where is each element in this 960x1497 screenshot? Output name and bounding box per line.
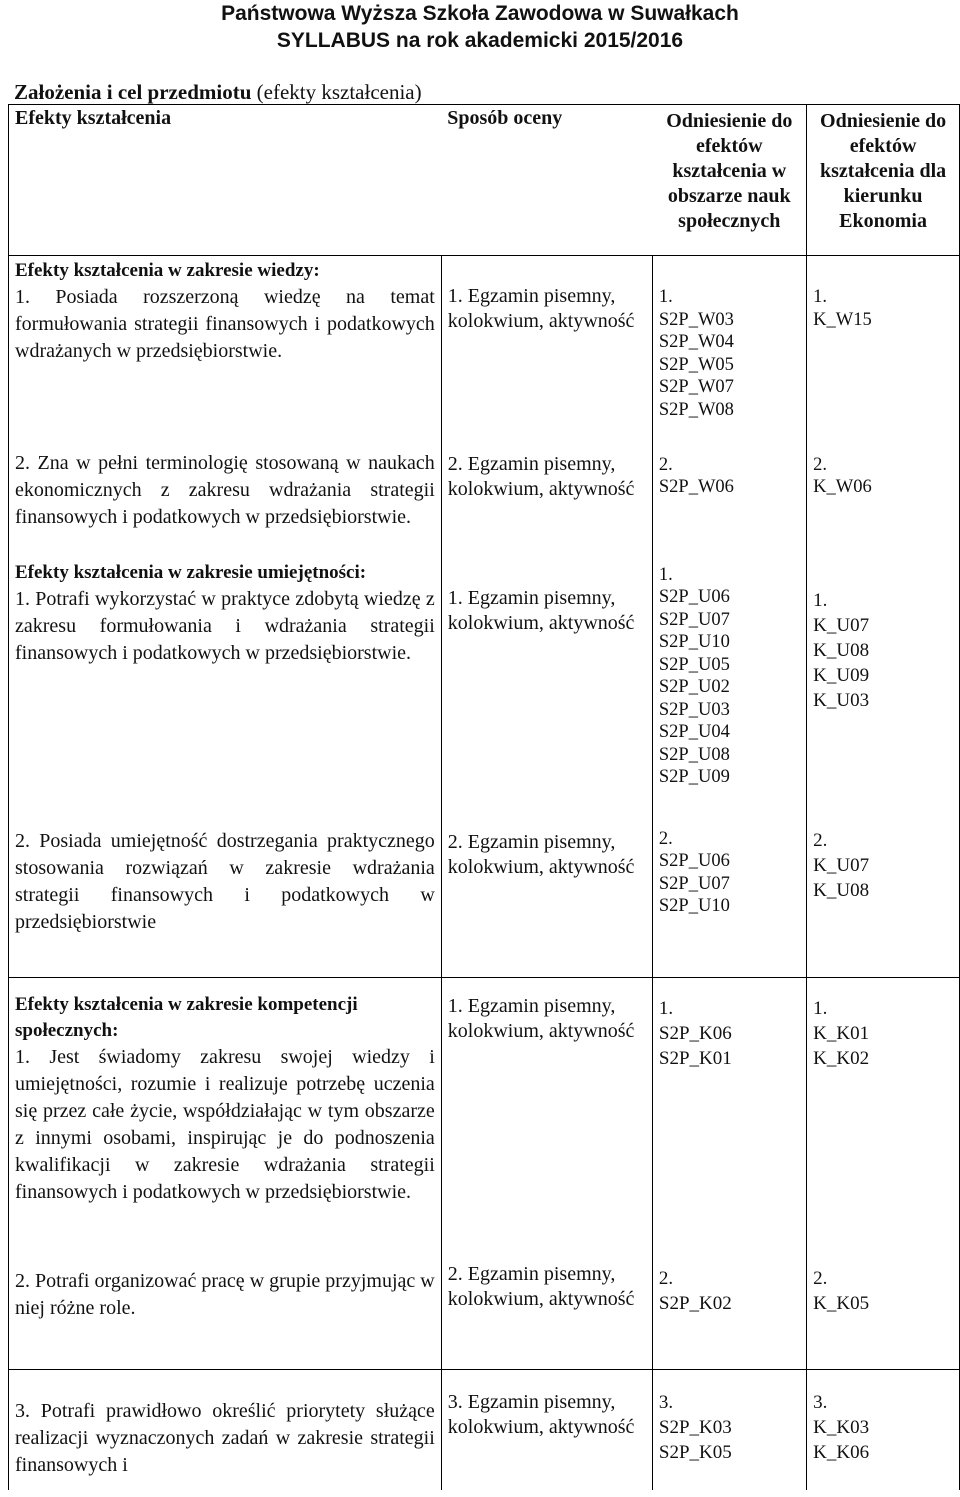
field-codes-u1: 1. K_U07 K_U08 K_U09 K_U03 xyxy=(807,558,960,808)
outcome-u1: 1. Potrafi wykorzystać w praktyce zdobytą wiedzę z zakresu formułowania i wdrażania strategii finansowych i podatkowych w przedsiębiorstwie. xyxy=(15,587,435,664)
header-outcomes: Efekty kształcenia xyxy=(9,105,442,256)
outcome-cell xyxy=(9,440,442,558)
goal-heading xyxy=(14,80,422,105)
field-codes-w2: 2. K_W06 xyxy=(807,440,960,558)
table-row xyxy=(9,558,960,808)
area-codes-k3: 3. S2P_K03 S2P_K05 xyxy=(652,1370,806,1490)
area-codes-w2: 2. S2P_W06 xyxy=(652,440,806,558)
header-area-reference: Odniesienie do efektów kształcenia w obszarze nauk społecznych xyxy=(652,105,806,256)
syllabus-title: SYLLABUS na rok akademicki 2015/2016 xyxy=(276,29,684,52)
assessment-u2: 2. Egzamin pisemny, kolokwium, aktywność xyxy=(441,808,652,978)
outcome-cell xyxy=(9,978,442,1260)
assessment-k1: 1. Egzamin pisemny, kolokwium, aktywność xyxy=(441,978,652,1260)
header-assessment: Sposób oceny xyxy=(441,105,652,256)
table-row xyxy=(9,1260,960,1370)
table-row xyxy=(9,808,960,978)
section-skills: Efekty kształcenia w zakresie umiejętności: xyxy=(15,561,367,583)
section-knowledge: Efekty kształcenia w zakresie wiedzy: xyxy=(15,260,320,281)
area-codes-w1: 1. S2P_W03 S2P_W04 S2P_W05 S2P_W07 S2P_W08 xyxy=(652,256,806,440)
area-codes-k2: 2. S2P_K02 xyxy=(652,1260,806,1370)
table-header-row xyxy=(9,105,960,256)
outcome-w2: 2. Zna w pełni terminologię stosowaną w naukach ekonomicznych z zakresu wdrażania strategii finansowych i podatkowych w przedsiębiorstwie. xyxy=(15,451,435,528)
area-codes-u1: 1. S2P_U06 S2P_U07 S2P_U10 S2P_U05 S2P_U02 S2P_U03 S2P_U04 S2P_U08 S2P_U09 xyxy=(652,558,806,808)
area-codes-u2: 2. S2P_U06 S2P_U07 S2P_U10 xyxy=(652,808,806,978)
header-field-reference: Odniesienie do efektów kształcenia dla kierunku Ekonomia xyxy=(807,105,960,256)
outcome-cell xyxy=(9,1370,442,1490)
table-row xyxy=(9,440,960,558)
table-row xyxy=(9,1370,960,1490)
field-codes-w1: 1. K_W15 xyxy=(807,256,960,440)
outcome-u2: 2. Posiada umiejętność dostrzegania praktycznego stosowania rozwiązań w zakresie wdrażania strategii finansowych i podatkowych w przedsiębiorstwie xyxy=(15,829,435,933)
table-row xyxy=(9,256,960,440)
table-row xyxy=(9,978,960,1260)
outcome-k2: 2. Potrafi organizować pracę w grupie przyjmując w niej różne role. xyxy=(15,1269,435,1319)
outcome-k3: 3. Potrafi prawidłowo określić priorytety służące realizacji wyznaczonych zadań w zakresie strategii finansowych i xyxy=(15,1400,435,1476)
outcome-k1: 1. Jest świadomy zakresu swojej wiedzy i umiejętności, rozumie i realizuje potrzebę uczenia się przez całe życie, współdziałając w tym obszarze z innymi osobami, inspirując je do podnoszenia kwalifikacji w zakresie wdrażania strategii finansowych i podatkowych w przedsiębiorstwie. xyxy=(15,1046,435,1203)
assessment-k3: 3. Egzamin pisemny, kolokwium, aktywność xyxy=(441,1370,652,1490)
institution-title: Państwowa Wyższa Szkoła Zawodowa w Suwałkach xyxy=(221,2,739,25)
outcome-cell xyxy=(9,558,442,808)
goal-heading-bold: Założenia i cel przedmiotu xyxy=(14,80,252,104)
outcome-cell xyxy=(9,1260,442,1370)
learning-outcomes-table xyxy=(8,104,960,1490)
assessment-u1: 1. Egzamin pisemny, kolokwium, aktywność xyxy=(441,558,652,808)
goal-heading-normal: (efekty kształcenia) xyxy=(251,80,422,104)
outcome-cell xyxy=(9,808,442,978)
field-codes-k2: 2. K_K05 xyxy=(807,1260,960,1370)
outcome-w1: 1. Posiada rozszerzoną wiedzę na temat formułowania strategii finansowych i podatkowych wdrażanych w przedsiębiorstwie. xyxy=(15,286,435,362)
field-codes-k1: 1. K_K01 K_K02 xyxy=(807,978,960,1260)
field-codes-k3: 3. K_K03 K_K06 xyxy=(807,1370,960,1490)
assessment-w2: 2. Egzamin pisemny, kolokwium, aktywność xyxy=(441,440,652,558)
area-codes-k1: 1. S2P_K06 S2P_K01 xyxy=(652,978,806,1260)
outcome-cell xyxy=(9,256,442,440)
assessment-k2: 2. Egzamin pisemny, kolokwium, aktywność xyxy=(441,1260,652,1370)
assessment-w1: 1. Egzamin pisemny, kolokwium, aktywność xyxy=(441,256,652,440)
section-competences: Efekty kształcenia w zakresie kompetencji społecznych: xyxy=(15,994,358,1041)
field-codes-u2: 2. K_U07 K_U08 xyxy=(807,808,960,978)
